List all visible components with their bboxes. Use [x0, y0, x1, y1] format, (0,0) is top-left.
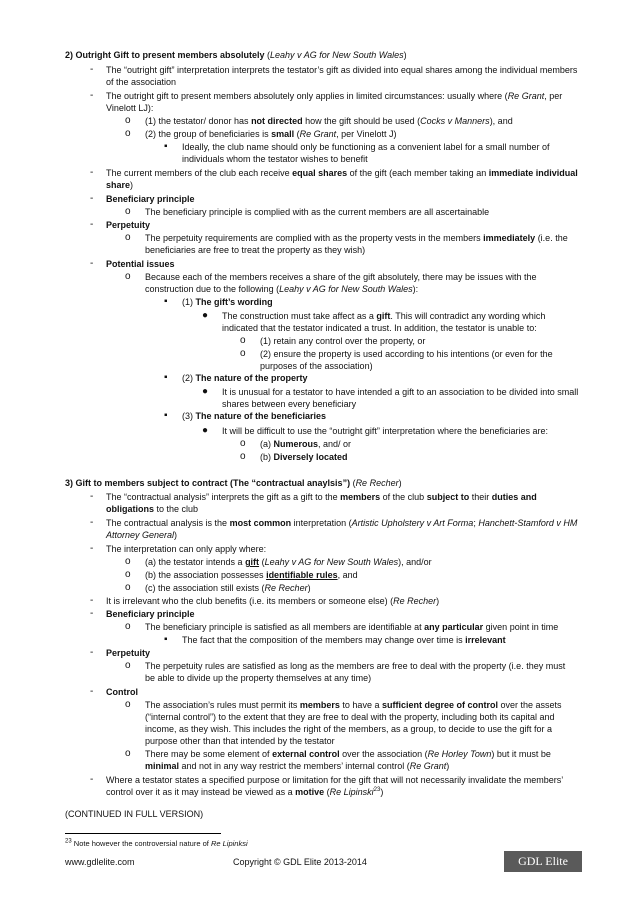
dash-bullet: - [90, 647, 94, 658]
paragraph-line: The perpetuity requirements are complied with as the property vests in the members immediately (i.e. the [145, 233, 568, 243]
circle-bullet: o [125, 748, 131, 759]
square-bullet: ▪ [164, 410, 168, 421]
footer-website-link[interactable]: www.gdlelite.com [65, 857, 135, 867]
circle-bullet: o [125, 206, 131, 217]
dash-bullet: - [90, 774, 94, 785]
paragraph-line: There may be some element of external control over the association (Re Horley Town) but it must be [145, 749, 551, 759]
paragraph-line: purposes of the association) [260, 361, 373, 371]
footnote-ref[interactable]: 23 [373, 787, 381, 793]
square-bullet: ▪ [164, 141, 168, 152]
dash-bullet: - [90, 258, 94, 269]
paragraph-line: construction due to the following (Leahy v AG for New South Wales): [145, 284, 419, 294]
footer-copyright: Copyright © GDL Elite 2013-2014 [233, 857, 367, 867]
paragraph-line: shares between every beneficiary [222, 399, 357, 409]
footnote: $^{23}$ Note however the controversial nature of Re Lipinksi [65, 838, 248, 848]
footnote-divider [65, 833, 221, 834]
paragraph-line: The beneficiary principle is satisfied as all members are identifiable at any particular given point in time [145, 622, 559, 632]
paragraph-line: The fact that the composition of the members may change over time is irrelevant [182, 635, 506, 645]
circle-bullet: o [125, 556, 131, 567]
dot-bullet: ● [202, 425, 209, 436]
paragraph-line: (1) retain any control over the property, or [260, 336, 426, 346]
numbered-subheading: (3) The nature of the beneficiaries [182, 411, 327, 421]
paragraph-line: It is irrelevant who the club benefits (i.e. its members or someone else) (Re Recher) [106, 596, 440, 606]
paragraph-line: It is unusual for a testator to have intended a gift to an association to be divided into small [222, 387, 579, 397]
circle-bullet: o [125, 621, 131, 632]
numbered-subheading: (2) The nature of the property [182, 373, 308, 383]
requirement-line: (a) the testator intends a gift (Leahy v AG for New South Wales), and/or [145, 557, 432, 567]
subheading-beneficiary-principle: Beneficiary principle [106, 609, 195, 619]
circle-bullet: o [125, 115, 131, 126]
paragraph-line: Attorney General) [106, 530, 178, 540]
paragraph-line: purpose other than that intended by the testator [145, 736, 335, 746]
paragraph-line: Ideally, the club name should only be functioning as a convenient label for a small number of [182, 142, 550, 152]
paragraph-line: individuals whom the testator wishes to benefit [182, 154, 368, 164]
circle-bullet: o [125, 271, 131, 282]
circle-bullet: o [240, 451, 246, 462]
subheading-perpetuity: Perpetuity [106, 648, 151, 658]
paragraph-line: minimal and not in any way restrict the members’ internal control (Re Grant) [145, 761, 450, 771]
paragraph-line: The “contractual analysis” interprets the gift as a gift to the members of the club subject to their duties and [106, 492, 537, 502]
paragraph-line: (“internal control”) to the extent that they are free to deal with the property, including both its capital and [145, 712, 555, 722]
paragraph-line: The perpetuity rules are satisfied as long as the members are free to deal with the property (i.e. they must [145, 661, 566, 671]
square-bullet: ▪ [164, 634, 168, 645]
section-3-heading: 3) Gift to members subject to contract (The “contractual anaylsis”) (Re Recher) [65, 478, 402, 488]
dash-bullet: - [90, 167, 94, 178]
paragraph-line: The association’s rules must permit its members to have a sufficient degree of control over the assets [145, 700, 562, 710]
paragraph-line: beneficiaries are free to treat the property as they wish) [145, 245, 366, 255]
section-2-heading: 2) Outright Gift to present members absolutely (Leahy v AG for New South Wales) [65, 50, 407, 60]
paragraph-line: The contractual analysis is the most common interpretation (Artistic Upholstery v Art Forma; Hanchett-Stamford v HM [106, 518, 578, 528]
dash-bullet: - [90, 90, 94, 101]
dash-bullet: - [90, 608, 94, 619]
circle-bullet: o [125, 582, 131, 593]
paragraph-line: be able to divide up the property themselves at any time) [145, 673, 372, 683]
gdl-elite-logo: GDL Elite [504, 851, 582, 872]
paragraph-line: The construction must take affect as a gift. This will contradict any wording which [222, 311, 546, 321]
condition-line: (1) the testator/ donor has not directed how the gift should be used (Cocks v Manners), and [145, 116, 513, 126]
requirement-line: (b) the association possesses identifiable rules, and [145, 570, 358, 580]
circle-bullet: o [240, 438, 246, 449]
continued-note: (CONTINUED IN FULL VERSION) [65, 809, 204, 819]
paragraph-line: share) [106, 180, 134, 190]
paragraph-line: control over it as it may instead be viewed as a motive (Re Lipinski$^{23}$) [106, 787, 384, 797]
paragraph-line: The current members of the club each receive equal shares of the gift (each member taking an immediate individual [106, 168, 578, 178]
requirement-line: (c) the association still exists (Re Recher) [145, 583, 311, 593]
paragraph-line: obligations to the club [106, 504, 199, 514]
subheading-beneficiary-principle: Beneficiary principle [106, 194, 195, 204]
dash-bullet: - [90, 595, 94, 606]
numbered-subheading: (1) The gift’s wording [182, 297, 273, 307]
dash-bullet: - [90, 193, 94, 204]
dot-bullet: ● [202, 310, 209, 321]
dot-bullet: ● [202, 386, 209, 397]
square-bullet: ▪ [164, 372, 168, 383]
paragraph-line: (b) Diversely located [260, 452, 348, 462]
dash-bullet: - [90, 686, 94, 697]
paragraph-line: The beneficiary principle is complied with as the current members are all ascertainable [145, 207, 490, 217]
paragraph-line: (a) Numerous, and/ or [260, 439, 352, 449]
dash-bullet: - [90, 517, 94, 528]
paragraph-line: Where a testator states a specified purpose or limitation for the gift that will not necessarily invalidate the members’ [106, 775, 564, 785]
circle-bullet: o [125, 569, 131, 580]
subheading-potential-issues: Potential issues [106, 259, 175, 269]
dash-bullet: - [90, 543, 94, 554]
paragraph-line: Vinelott LJ): [106, 103, 154, 113]
paragraph-line: indicated that the testator indicated a trust. In addition, the testator is unable to: [222, 323, 537, 333]
dash-bullet: - [90, 219, 94, 230]
paragraph-line: Because each of the members receives a share of the gift absolutely, there may be issues with the [145, 272, 537, 282]
circle-bullet: o [125, 232, 131, 243]
circle-bullet: o [125, 128, 131, 139]
subheading-perpetuity: Perpetuity [106, 220, 151, 230]
paragraph-line: The outright gift to present members absolutely only applies in limited circumstances: usually where (Re Grant, per [106, 91, 563, 101]
circle-bullet: o [240, 348, 246, 359]
paragraph-line: (2) ensure the property is used according to his intentions (or even for the [260, 349, 553, 359]
paragraph-line: It will be difficult to use the “outright gift” interpretation where the beneficiaries are: [222, 426, 549, 436]
paragraph-line: The “outright gift” interpretation interprets the testator’s gift as divided into equal shares among the individual members [106, 65, 578, 75]
circle-bullet: o [125, 699, 131, 710]
circle-bullet: o [240, 335, 246, 346]
dash-bullet: - [90, 64, 94, 75]
circle-bullet: o [125, 660, 131, 671]
paragraph-line: of the association [106, 77, 177, 87]
dash-bullet: - [90, 491, 94, 502]
condition-line: (2) the group of beneficiaries is small (Re Grant, per Vinelott J) [145, 129, 397, 139]
paragraph-line: income, as they wish. This includes the right of the members, as a group, to decide to use the gift for a [145, 724, 553, 734]
subheading-control: Control [106, 687, 138, 697]
paragraph-line: The interpretation can only apply where: [106, 544, 267, 554]
square-bullet: ▪ [164, 296, 168, 307]
